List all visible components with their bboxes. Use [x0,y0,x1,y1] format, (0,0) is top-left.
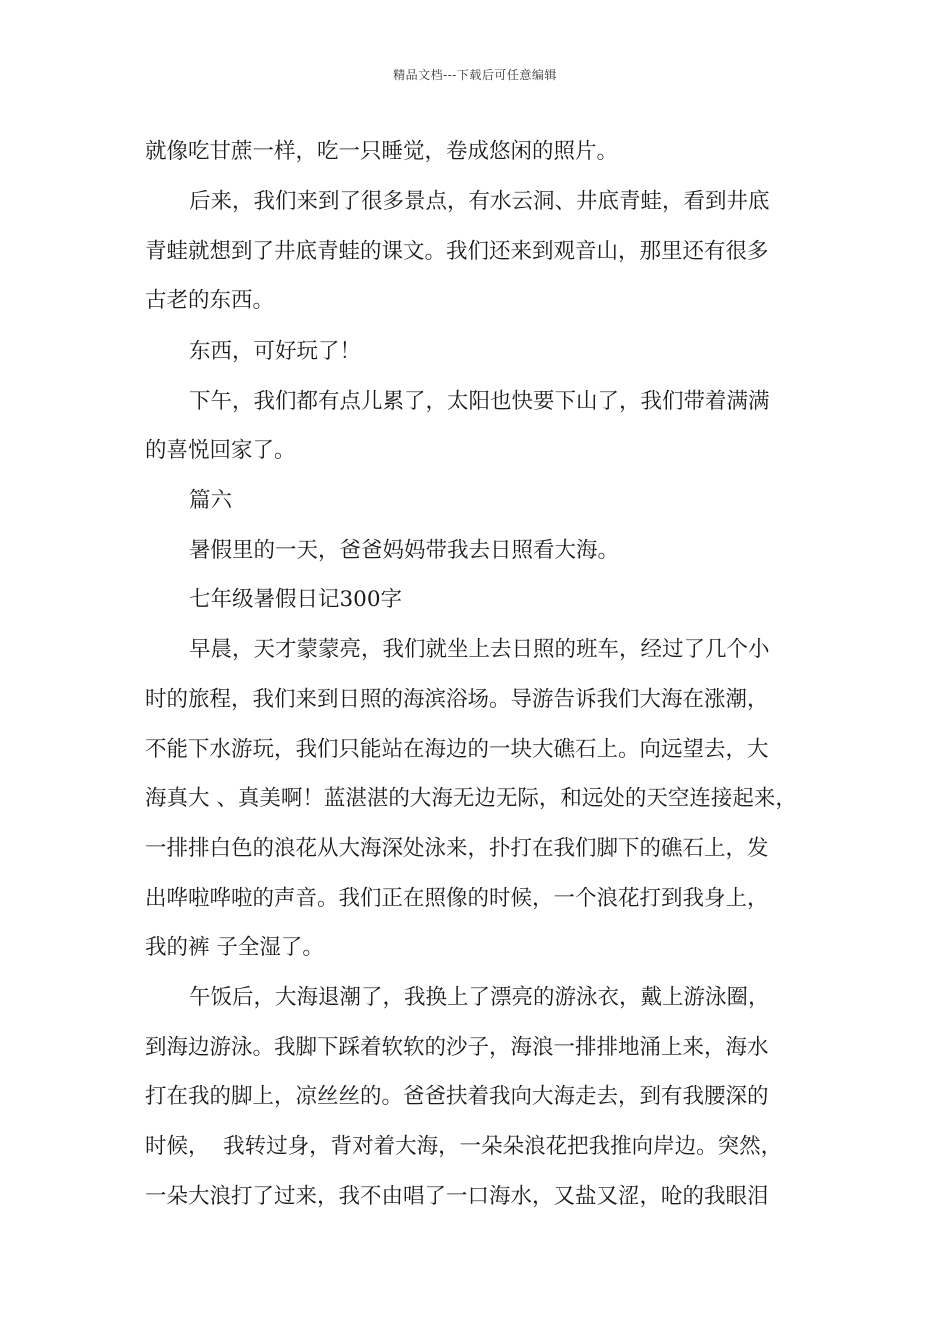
text-line: 出哗啦哗啦的声音。我们正在照像的时候，一个浪花打到我身上， [145,886,769,911]
text-line: 暑假里的一天，爸爸妈妈带我去日照看大海。 [189,538,620,563]
text-line: 就像吃甘蔗一样，吃一只睡觉，卷成悠闲的照片。 [145,139,619,164]
text-line: 海真大 、真美啊！蓝湛湛的大海无边无际，和远处的天空连接起来， [145,786,797,811]
text-line: 一排排白色的浪花从大海深处泳来，扑打在我们脚下的礁石上，发 [145,836,769,861]
text-line: 到海边游泳。我脚下踩着软软的沙子，海浪一排排地涌上来，海水 [145,1035,769,1060]
text-line: 时候， 我转过身，背对着大海，一朵朵浪花把我推向岸边。突然， [145,1134,783,1159]
text-line: 一朵大浪打了过来，我不由唱了一口海水，又盐又涩，呛的我眼泪 [145,1184,769,1209]
page-header: 精品文档---下载后可任意编辑 [393,68,557,82]
text-line: 时的旅程，我们来到日照的海滨浴场。导游告诉我们大海在涨潮， [145,687,769,712]
article-title: 七年级暑假日记300字 [189,587,403,612]
text-line: 古老的东西。 [145,288,275,313]
text-line: 打在我的脚上，凉丝丝的。爸爸扶着我向大海走去，到有我腰深的 [145,1084,769,1109]
text-line: 后来，我们来到了很多景点，有水云洞、井底青蛙，看到井底 [189,189,770,214]
text-line: 我的裤 子全湿了。 [145,935,324,960]
text-line: 东西，可好玩了！ [189,339,362,364]
text-line: 青蛙就想到了井底青蛙的课文。我们还来到观音山，那里还有很多 [145,239,769,264]
text-line: 早晨，天才蒙蒙亮，我们就坐上去日照的班车，经过了几个小 [189,637,770,662]
text-line: 的喜悦回家了。 [145,438,296,463]
text-line: 午饭后，大海退潮了，我换上了漂亮的游泳衣，戴上游泳圈， [189,985,770,1010]
text-line: 下午，我们都有点儿累了，太阳也快要下山了，我们带着满满 [189,389,770,414]
text-line: 不能下水游玩，我们只能站在海边的一块大礁石上。向远望去，大 [145,737,769,762]
section-heading: 篇六 [189,488,233,513]
